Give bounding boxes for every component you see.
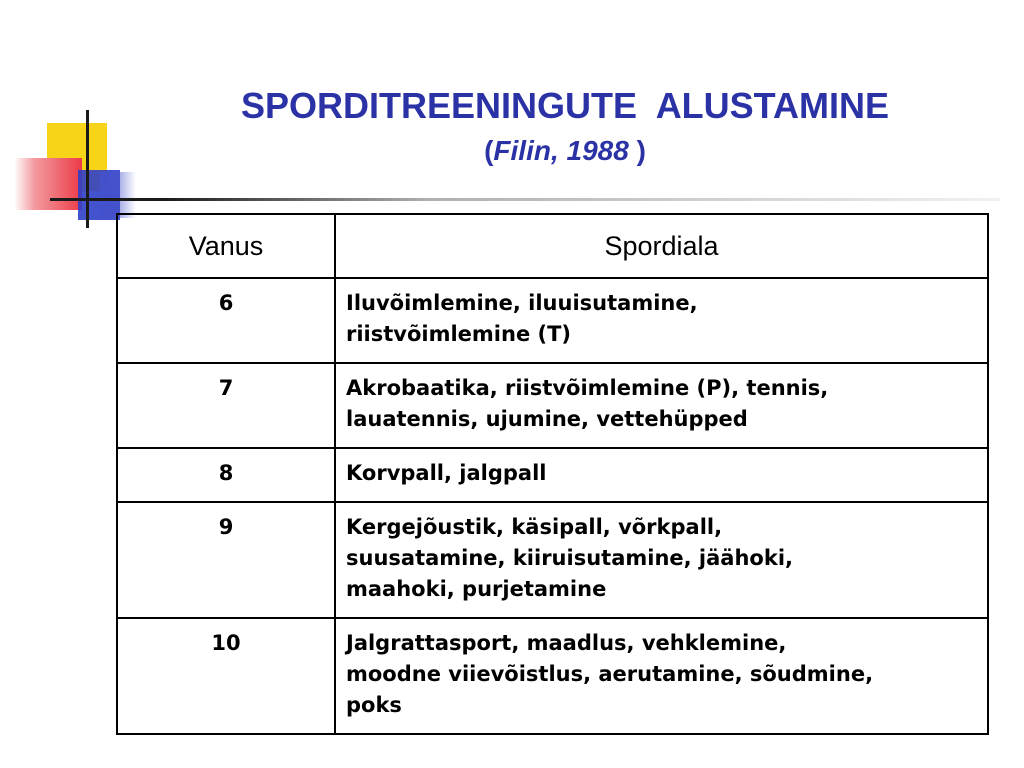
sports-line: lauatennis, ujumine, vettehüpped bbox=[346, 407, 748, 431]
sports-line: Akrobaatika, riistvõimlemine (P), tennis, bbox=[346, 376, 829, 400]
sports-cell bbox=[335, 448, 988, 502]
age-cell: 10 bbox=[117, 618, 335, 734]
sports-cell bbox=[335, 618, 988, 734]
header-spordiala: Spordiala bbox=[335, 214, 988, 278]
sports-line: Jalgrattasport, maadlus, vehklemine, bbox=[346, 631, 787, 655]
sports-age-table bbox=[116, 213, 989, 735]
sports-cell bbox=[335, 363, 988, 448]
table-row bbox=[117, 278, 988, 363]
header-vanus: Vanus bbox=[117, 214, 335, 278]
sports-cell bbox=[335, 502, 988, 618]
table-row bbox=[117, 448, 988, 502]
table-header-row bbox=[117, 214, 988, 278]
subtitle-close-paren: ) bbox=[628, 135, 646, 166]
sports-line: moodne viievõistlus, aerutamine, sõudmine, bbox=[346, 662, 874, 686]
decor-horizontal-line bbox=[50, 198, 1000, 201]
sports-line: Kergejõustik, käsipall, võrkpall, bbox=[346, 515, 723, 539]
age-cell: 9 bbox=[117, 502, 335, 618]
subtitle-open-paren: ( bbox=[484, 135, 494, 166]
sports-line: maahoki, purjetamine bbox=[346, 577, 607, 601]
slide-title: SPORDITREENINGUTE ALUSTAMINE bbox=[240, 85, 890, 126]
subtitle-citation: Filin, 1988 bbox=[493, 135, 629, 166]
decor-red-square bbox=[14, 158, 82, 210]
age-cell: 6 bbox=[117, 278, 335, 363]
sports-cell bbox=[335, 278, 988, 363]
sports-line: Korvpall, jalgpall bbox=[346, 461, 547, 485]
age-cell: 8 bbox=[117, 448, 335, 502]
table-row bbox=[117, 502, 988, 618]
sports-line: Iluvõimlemine, iluuisutamine, bbox=[346, 291, 698, 315]
table-row bbox=[117, 363, 988, 448]
decor-vertical-line bbox=[86, 110, 89, 228]
decor-blue-fade bbox=[100, 172, 136, 218]
sports-line: suusatamine, kiiruisutamine, jäähoki, bbox=[346, 546, 793, 570]
slide-subtitle bbox=[160, 134, 970, 168]
table-row bbox=[117, 618, 988, 734]
sports-line: riistvõimlemine (T) bbox=[346, 322, 572, 346]
sports-line: poks bbox=[346, 693, 402, 717]
age-cell: 7 bbox=[117, 363, 335, 448]
